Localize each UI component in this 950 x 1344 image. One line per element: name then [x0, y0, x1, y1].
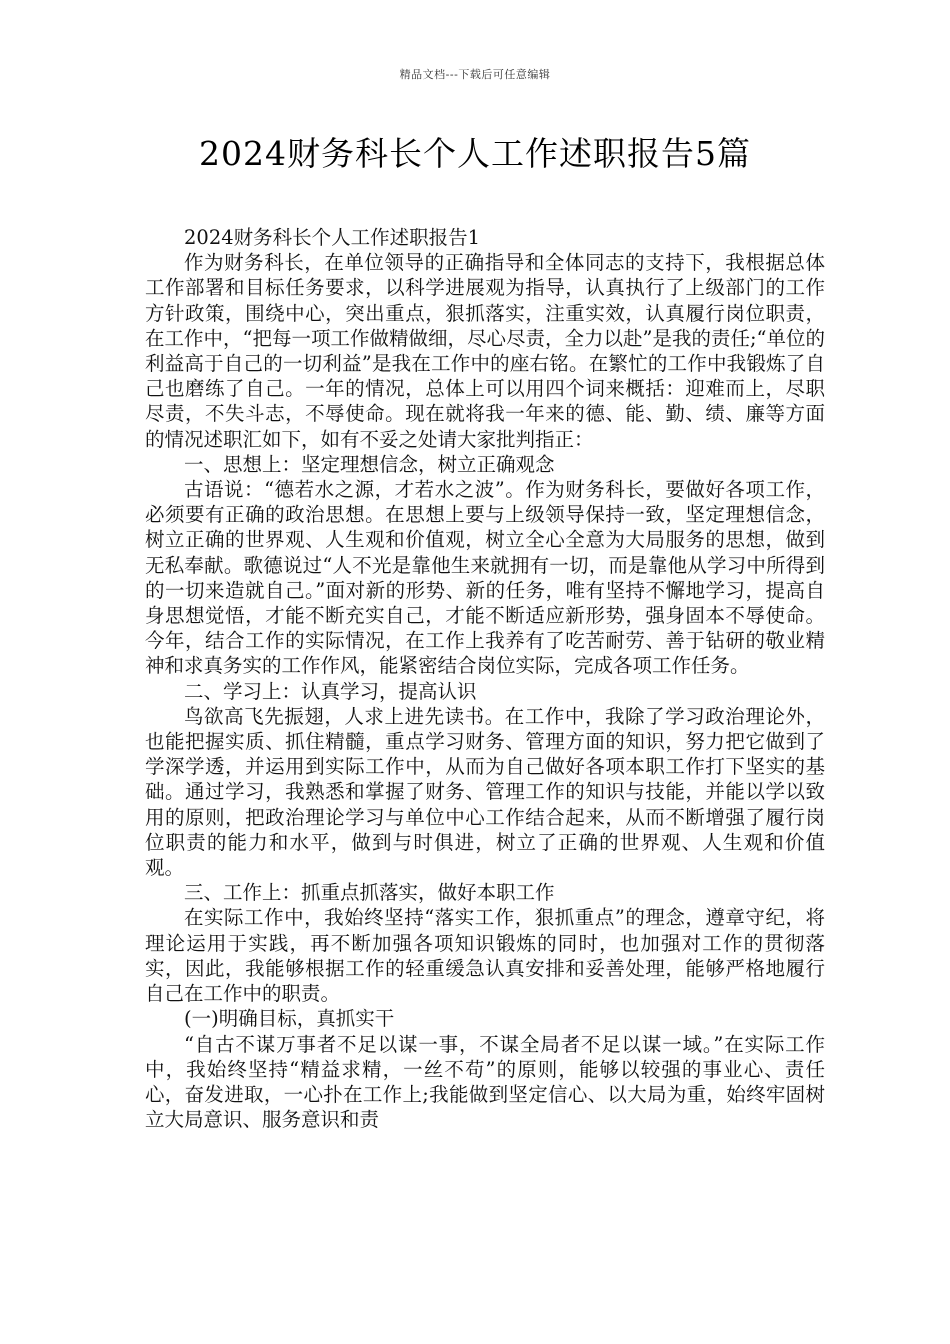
- section-heading: 一、思想上：坚定理想信念，树立正确观念: [184, 452, 555, 476]
- body-paragraph: 古语说：“德若水之源，才若水之波”。作为财务科长，要做好各项工作，必须要有正确的政治思想。在思想上要与上级领导保持一致，坚定理想信念，树立正确的世界观、人生观和价值观，树立全心全意为大局服务的思想，做到无私奉献。歌德说过“人不光是靠他生来就拥有一切，而是靠他从学习中所得到的一切来造就自己。”面对新的形势、新的任务，唯有坚持不懈地学习，提高自身思想觉悟，才能不断充实自己，才能不断适应新形势，强身固本不辱使命。今年，结合工作的实际情况，在工作上我养有了吃苦耐劳、善于钻研的敬业精神和求真务实的工作作风，能紧密结合岗位实际，完成各项工作任务。: [145, 478, 825, 678]
- document-body: [145, 225, 825, 1132]
- document-title: 2024财务科长个人工作述职报告5篇: [199, 134, 751, 173]
- body-paragraph: 鸟欲高飞先振翅，人求上进先读书。在工作中，我除了学习政治理论外，也能把握实质、抓住精髓，重点学习财务、管理方面的知识，努力把它做到了学深学透，并运用到实际工作中，从而为自己做好各项本职工作打下坚实的基础。通过学习，我熟悉和掌握了财务、管理工作的知识与技能，并能以学以致用的原则，把政治理论学习与单位中心工作结合起来，从而不断增强了履行岗位职责的能力和水平，做到与时俱进，树立了正确的世界观、人生观和价值观。: [145, 704, 825, 880]
- body-paragraph: “自古不谋万事者不足以谋一事，不谋全局者不足以谋一域。”在实际工作中，我始终坚持“精益求精，一丝不苟”的原则，能够以较强的事业心、责任心，奋发进取，一心扑在工作上;我能做到坚定信心、以大局为重，始终牢固树立大局意识、服务意识和责: [145, 1032, 825, 1132]
- section-heading: 二、学习上：认真学习，提高认识: [184, 679, 477, 703]
- section-heading: 三、工作上：抓重点抓落实，做好本职工作: [184, 881, 555, 905]
- section-heading: 2024财务科长个人工作述职报告1: [184, 226, 481, 249]
- body-paragraph: 作为财务科长，在单位领导的正确指导和全体同志的支持下，我根据总体工作部署和目标任务要求，以科学进展观为指导，认真执行了上级部门的工作方针政策，围绕中心，突出重点，狠抓落实，注重实效，认真履行岗位职责，在工作中，“把每一项工作做精做细，尽心尽责，全力以赴”是我的责任;“单位的利益高于自己的一切利益”是我在工作中的座右铭。在繁忙的工作中我锻炼了自己也磨练了自己。一年的情况，总体上可以用四个词来概括：迎难而上，尽职尽责，不失斗志，不辱使命。现在就将我一年来的德、能、勤、绩、廉等方面的情况述职汇如下，如有不妥之处请大家批判指正：: [145, 251, 825, 451]
- section-heading: (一)明确目标，真抓实干: [184, 1007, 395, 1031]
- body-paragraph: 在实际工作中，我始终坚持“落实工作，狠抓重点”的理念，遵章守纪，将理论运用于实践，再不断加强各项知识锻炼的同时，也加强对工作的贯彻落实，因此，我能够根据工作的轻重缓急认真安排和妥善处理，能够严格地履行自己在工作中的职责。: [145, 906, 825, 1006]
- header-note: 精品文档---下载后可任意编辑: [399, 68, 551, 81]
